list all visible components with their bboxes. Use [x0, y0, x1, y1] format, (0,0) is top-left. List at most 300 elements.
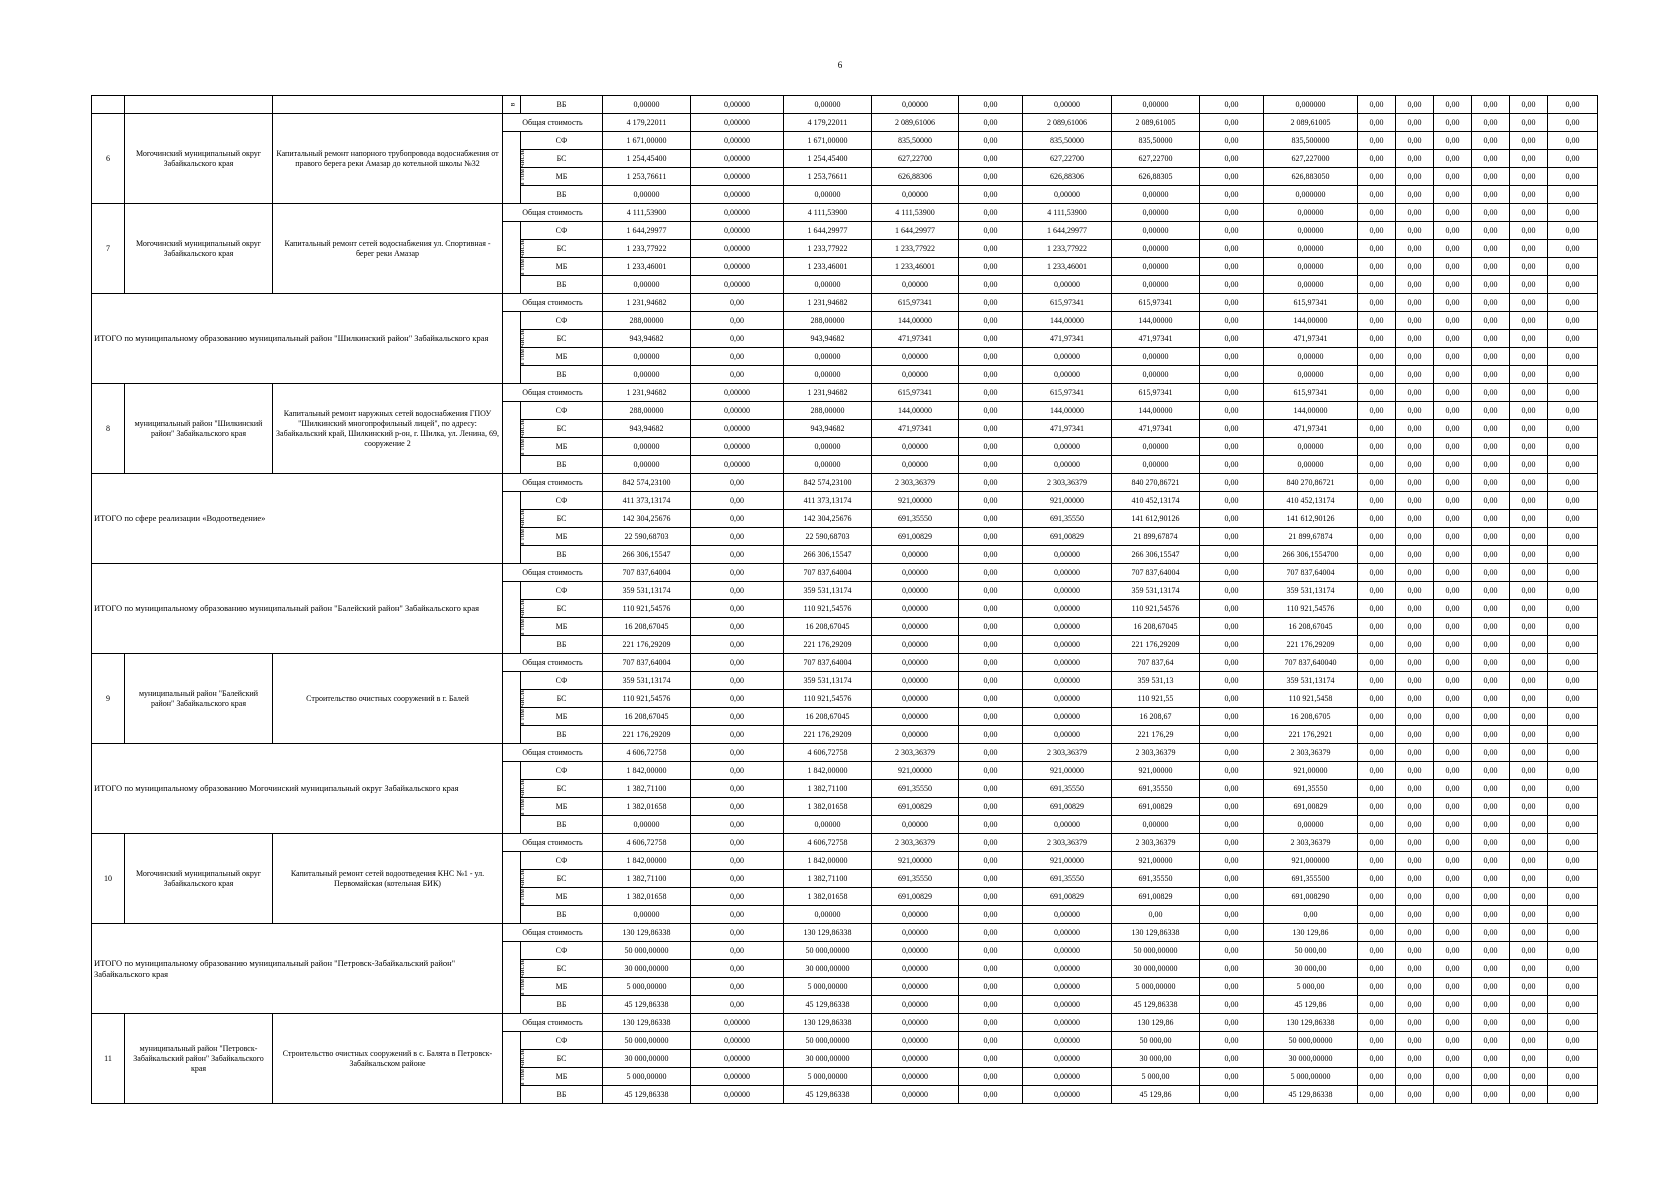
value-cell: 0,00 [1548, 726, 1598, 744]
sub-label-text: в том числе [517, 418, 527, 457]
value-cell: 0,00 [1200, 240, 1264, 258]
value-cell: 0,00000 [691, 402, 784, 420]
value-cell: 0,00 [1200, 816, 1264, 834]
value-cell: 0,00 [1472, 816, 1510, 834]
value-cell: 410 452,13174 [1112, 492, 1200, 510]
value-cell: 691,35550 [872, 870, 959, 888]
value-cell: 1 644,29977 [784, 222, 872, 240]
value-cell: 921,00000 [872, 762, 959, 780]
value-cell: 0,00 [1200, 168, 1264, 186]
value-cell: 1 842,00000 [784, 762, 872, 780]
funding-kind-cell: ВБ [521, 726, 603, 744]
value-cell: 0,00000 [1264, 276, 1358, 294]
total-cost-label: Общая стоимость [503, 654, 603, 672]
value-cell: 0,00 [1358, 960, 1396, 978]
value-cell: 0,00 [959, 636, 1023, 654]
value-cell: 0,00 [1472, 924, 1510, 942]
value-cell: 0,00 [1548, 330, 1598, 348]
value-cell: 0,00 [1472, 330, 1510, 348]
value-cell: 0,00 [1358, 762, 1396, 780]
table-body [92, 96, 1598, 1104]
value-cell: 0,00 [1200, 1068, 1264, 1086]
value-cell: 0,00 [1396, 1068, 1434, 1086]
value-cell: 0,00 [1434, 672, 1472, 690]
value-cell: 0,00 [1434, 942, 1472, 960]
value-cell: 0,00000 [872, 1086, 959, 1104]
value-cell: 110 921,54576 [784, 600, 872, 618]
value-cell: 0,00 [1510, 276, 1548, 294]
value-cell: 0,00 [1396, 114, 1434, 132]
value-cell: 0,00 [1396, 330, 1434, 348]
value-cell: 0,00 [1548, 780, 1598, 798]
value-cell: 0,00 [691, 870, 784, 888]
value-cell: 1 233,77922 [603, 240, 691, 258]
value-cell: 0,00 [1434, 366, 1472, 384]
value-cell: 0,00 [691, 996, 784, 1014]
value-cell: 0,00 [959, 708, 1023, 726]
value-cell: 0,00 [1548, 1068, 1598, 1086]
table-row [92, 294, 1598, 312]
value-cell: 0,00000 [872, 1068, 959, 1086]
value-cell: 0,00 [1396, 906, 1434, 924]
value-cell: 0,00 [1434, 150, 1472, 168]
value-cell: 0,00 [1548, 582, 1598, 600]
value-cell: 0,00 [691, 978, 784, 996]
value-cell: 110 921,55 [1112, 690, 1200, 708]
value-cell: 0,00 [1396, 222, 1434, 240]
value-cell: 0,00 [1548, 384, 1598, 402]
value-cell: 0,00 [1510, 1032, 1548, 1050]
value-cell: 0,00 [1358, 1014, 1396, 1032]
value-cell: 471,97341 [1023, 330, 1112, 348]
value-cell: 0,00 [1434, 780, 1472, 798]
value-cell: 2 303,36379 [872, 744, 959, 762]
value-cell: 0,00000 [1023, 186, 1112, 204]
value-cell: 0,00 [1396, 1050, 1434, 1068]
value-cell: 0,00 [1200, 996, 1264, 1014]
value-cell: 471,97341 [1264, 420, 1358, 438]
value-cell: 471,97341 [872, 330, 959, 348]
value-cell: 0,00 [1510, 330, 1548, 348]
total-cost-label: Общая стоимость [503, 924, 603, 942]
total-cost-label: Общая стоимость [503, 204, 603, 222]
value-cell: 0,00 [691, 654, 784, 672]
value-cell: 0,00 [1112, 906, 1200, 924]
funding-kind-cell: ВБ [521, 996, 603, 1014]
value-cell: 5 000,00000 [784, 978, 872, 996]
value-cell: 0,00 [1200, 834, 1264, 852]
value-cell: 0,00 [1434, 240, 1472, 258]
value-cell: 0,00000 [1023, 708, 1112, 726]
value-cell: 359 531,13174 [784, 672, 872, 690]
funding-kind-cell: МБ [521, 1068, 603, 1086]
total-title-cell: ИТОГО по муниципальному образованию муниципальный район "Шилкинский район" Забайкальского края [92, 294, 503, 384]
value-cell: 0,00 [691, 366, 784, 384]
value-cell: 2 089,61006 [872, 114, 959, 132]
value-cell: 0,00 [1200, 312, 1264, 330]
value-cell: 144,00000 [872, 312, 959, 330]
value-cell: 0,00 [1396, 708, 1434, 726]
value-cell: 0,00 [1200, 276, 1264, 294]
funding-kind-cell: ВБ [521, 1086, 603, 1104]
value-cell: 1 231,94682 [784, 384, 872, 402]
value-cell: 0,00 [1434, 528, 1472, 546]
value-cell: 2 303,36379 [1112, 744, 1200, 762]
value-cell: 0,00 [1510, 816, 1548, 834]
value-cell: 0,00 [1548, 528, 1598, 546]
value-cell: 0,00 [1510, 96, 1548, 114]
table-row [92, 204, 1598, 222]
value-cell: 0,00 [1358, 564, 1396, 582]
value-cell: 30 000,00000 [603, 1050, 691, 1068]
value-cell: 0,00000 [872, 456, 959, 474]
sub-label-text: в том числе [517, 778, 527, 817]
value-cell: 0,00 [1434, 654, 1472, 672]
value-cell: 0,00000 [1112, 240, 1200, 258]
value-cell: 0,00000 [1264, 438, 1358, 456]
value-cell: 0,00 [1434, 906, 1472, 924]
value-cell: 0,00 [1510, 834, 1548, 852]
value-cell: 1 231,94682 [603, 384, 691, 402]
value-cell: 0,00 [691, 726, 784, 744]
value-cell: 5 000,00000 [1264, 1068, 1358, 1086]
value-cell: 16 208,67045 [1112, 618, 1200, 636]
value-cell: 0,00000 [603, 438, 691, 456]
value-cell: 0,00000 [1112, 222, 1200, 240]
value-cell: 0,00 [959, 384, 1023, 402]
value-cell: 0,00 [1548, 654, 1598, 672]
value-cell: 45 129,86338 [784, 996, 872, 1014]
value-cell: 221 176,29209 [1112, 636, 1200, 654]
value-cell: 266 306,15547 [1112, 546, 1200, 564]
value-cell: 691,35550 [1264, 780, 1358, 798]
value-cell: 0,00000 [603, 276, 691, 294]
value-cell: 0,00 [1396, 312, 1434, 330]
value-cell: 921,000000 [1264, 852, 1358, 870]
value-cell: 0,00000 [1264, 456, 1358, 474]
value-cell: 0,00 [1434, 564, 1472, 582]
value-cell: 110 921,54576 [1112, 600, 1200, 618]
value-cell: 0,00 [1434, 960, 1472, 978]
value-cell: 0,00 [1548, 816, 1598, 834]
value-cell: 0,00 [1358, 636, 1396, 654]
sub-label-text: в том числе [517, 508, 527, 547]
value-cell: 0,00000 [784, 816, 872, 834]
value-cell: 0,00 [1472, 186, 1510, 204]
value-cell: 0,00000 [872, 960, 959, 978]
value-cell: 0,00 [1200, 708, 1264, 726]
value-cell: 0,00 [959, 546, 1023, 564]
value-cell: 0,00000 [1023, 726, 1112, 744]
value-cell: 943,94682 [603, 330, 691, 348]
value-cell: 0,00 [1510, 150, 1548, 168]
value-cell: 0,00 [959, 96, 1023, 114]
value-cell: 0,00 [1200, 888, 1264, 906]
value-cell: 0,00 [1472, 654, 1510, 672]
value-cell: 0,00 [1396, 348, 1434, 366]
sub-label-text: в том числе [517, 868, 527, 907]
value-cell: 266 306,1554700 [1264, 546, 1358, 564]
value-cell: 0,00000 [1023, 1050, 1112, 1068]
project-cell [273, 96, 503, 114]
value-cell: 0,00 [1358, 96, 1396, 114]
value-cell: 0,00 [1200, 762, 1264, 780]
value-cell: 0,00 [1434, 330, 1472, 348]
value-cell: 4 606,72758 [603, 744, 691, 762]
value-cell: 0,00 [1396, 744, 1434, 762]
funding-kind-cell: МБ [521, 888, 603, 906]
value-cell: 0,00 [959, 744, 1023, 762]
value-cell: 0,00 [1548, 636, 1598, 654]
value-cell: 0,00 [1510, 132, 1548, 150]
value-cell: 50 000,00000 [1264, 1032, 1358, 1050]
value-cell: 0,00000 [872, 618, 959, 636]
value-cell: 0,00 [1434, 618, 1472, 636]
sub-label-text: в том числе [517, 1048, 527, 1087]
value-cell: 0,00 [1472, 546, 1510, 564]
value-cell: 0,00 [1200, 924, 1264, 942]
value-cell: 0,00000 [1023, 942, 1112, 960]
value-cell: 0,00 [1548, 294, 1598, 312]
value-cell: 0,00 [1396, 690, 1434, 708]
value-cell: 0,00 [1510, 672, 1548, 690]
value-cell: 707 837,64004 [603, 564, 691, 582]
value-cell: 0,00 [1358, 672, 1396, 690]
value-cell: 0,00 [1548, 960, 1598, 978]
value-cell: 0,00 [1200, 852, 1264, 870]
value-cell: 0,00 [691, 312, 784, 330]
value-cell: 0,00 [691, 528, 784, 546]
value-cell: 0,00 [1472, 240, 1510, 258]
value-cell: 0,00 [1510, 348, 1548, 366]
value-cell: 0,00 [1396, 672, 1434, 690]
value-cell: 0,00 [691, 906, 784, 924]
value-cell: 1 231,94682 [603, 294, 691, 312]
value-cell: 359 531,13174 [1264, 582, 1358, 600]
project-title-cell: Капитальный ремонт сетей водоснабжения ул. Спортивная - берег реки Амазар [273, 204, 503, 294]
value-cell: 691,00829 [872, 888, 959, 906]
total-cost-label: Общая стоимость [503, 744, 603, 762]
value-cell: 0,00 [1396, 546, 1434, 564]
value-cell: 0,00 [1548, 150, 1598, 168]
total-cost-label: Общая стоимость [503, 114, 603, 132]
sub-label-text: в том числе [517, 148, 527, 187]
value-cell: 0,00 [959, 672, 1023, 690]
funding-kind-cell: БС [521, 780, 603, 798]
value-cell: 0,00 [1358, 402, 1396, 420]
value-cell: 0,00000 [1112, 456, 1200, 474]
value-cell: 0,00 [1200, 150, 1264, 168]
sub-label-cell [503, 312, 527, 384]
value-cell: 288,00000 [784, 312, 872, 330]
value-cell: 0,00 [1200, 1014, 1264, 1032]
value-cell: 921,00000 [872, 852, 959, 870]
value-cell: 4 606,72758 [603, 834, 691, 852]
value-cell: 50 000,00000 [603, 942, 691, 960]
value-cell: 0,00 [1472, 222, 1510, 240]
value-cell: 0,00 [1358, 294, 1396, 312]
value-cell: 0,00 [1434, 888, 1472, 906]
value-cell: 45 129,86338 [603, 1086, 691, 1104]
value-cell: 0,00 [1396, 456, 1434, 474]
value-cell: 691,008290 [1264, 888, 1358, 906]
value-cell: 0,00 [1548, 744, 1598, 762]
value-cell: 0,00 [1358, 852, 1396, 870]
value-cell: 1 644,29977 [872, 222, 959, 240]
value-cell: 0,00 [1510, 780, 1548, 798]
funding-kind-cell: ВБ [521, 816, 603, 834]
value-cell: 144,00000 [1023, 312, 1112, 330]
value-cell: 0,00 [1396, 924, 1434, 942]
value-cell: 0,00000 [1264, 258, 1358, 276]
value-cell: 691,35550 [872, 510, 959, 528]
value-cell: 0,00 [959, 600, 1023, 618]
value-cell: 0,00 [959, 474, 1023, 492]
sub-label-cell [503, 96, 521, 114]
value-cell: 0,00000 [784, 348, 872, 366]
value-cell: 0,00 [1434, 978, 1472, 996]
value-cell: 0,00 [1358, 798, 1396, 816]
value-cell: 0,00000 [1023, 438, 1112, 456]
value-cell: 0,00 [1548, 762, 1598, 780]
value-cell: 0,000000 [1264, 186, 1358, 204]
funding-kind-cell: ВБ [521, 276, 603, 294]
value-cell: 0,00000 [691, 132, 784, 150]
project-number-cell: 9 [92, 654, 125, 744]
value-cell: 0,00 [1396, 888, 1434, 906]
value-cell: 45 129,86338 [603, 996, 691, 1014]
value-cell: 0,00 [1200, 114, 1264, 132]
value-cell: 0,00000 [872, 708, 959, 726]
value-cell: 0,00 [1200, 780, 1264, 798]
value-cell: 0,00 [1472, 438, 1510, 456]
funding-kind-cell: ВБ [521, 366, 603, 384]
value-cell: 0,00 [1396, 366, 1434, 384]
value-cell: 921,00000 [872, 492, 959, 510]
value-cell: 1 233,46001 [872, 258, 959, 276]
value-cell: 0,00 [691, 780, 784, 798]
value-cell: 0,00 [1434, 132, 1472, 150]
value-cell: 626,88306 [872, 168, 959, 186]
value-cell: 0,00 [1396, 276, 1434, 294]
value-cell: 0,00 [1510, 888, 1548, 906]
value-cell: 0,00 [1396, 438, 1434, 456]
value-cell: 5 000,00 [1112, 1068, 1200, 1086]
value-cell: 22 590,68703 [603, 528, 691, 546]
value-cell: 1 382,71100 [603, 780, 691, 798]
value-cell: 0,00 [1396, 528, 1434, 546]
value-cell: 0,00 [1472, 888, 1510, 906]
value-cell: 45 129,86 [1264, 996, 1358, 1014]
value-cell: 110 921,54576 [1264, 600, 1358, 618]
value-cell: 0,00 [1200, 528, 1264, 546]
value-cell: 144,00000 [872, 402, 959, 420]
value-cell: 0,00 [691, 330, 784, 348]
value-cell: 0,00 [959, 978, 1023, 996]
value-cell: 0,00 [1472, 132, 1510, 150]
value-cell: 0,00 [959, 816, 1023, 834]
value-cell: 110 921,54576 [603, 690, 691, 708]
value-cell: 626,883050 [1264, 168, 1358, 186]
value-cell: 0,00 [1396, 654, 1434, 672]
value-cell: 0,00000 [1023, 906, 1112, 924]
value-cell: 0,00 [691, 690, 784, 708]
value-cell: 0,00 [1358, 492, 1396, 510]
budget-table [91, 95, 1598, 1104]
value-cell: 0,00 [1472, 1086, 1510, 1104]
value-cell: 0,00 [959, 762, 1023, 780]
value-cell: 471,97341 [1023, 420, 1112, 438]
value-cell: 0,00 [959, 888, 1023, 906]
value-cell: 359 531,13174 [1264, 672, 1358, 690]
value-cell: 221 176,29 [1112, 726, 1200, 744]
value-cell: 0,00 [1200, 348, 1264, 366]
value-cell: 0,00 [1434, 420, 1472, 438]
value-cell: 0,00 [1548, 132, 1598, 150]
value-cell: 0,00 [1200, 636, 1264, 654]
value-cell: 0,00 [1434, 636, 1472, 654]
value-cell: 0,00000 [691, 1050, 784, 1068]
value-cell: 0,00 [1472, 690, 1510, 708]
value-cell: 2 303,36379 [1264, 744, 1358, 762]
value-cell: 0,00000 [1264, 204, 1358, 222]
value-cell: 4 111,53900 [1023, 204, 1112, 222]
value-cell: 0,00 [1200, 960, 1264, 978]
value-cell: 0,00 [1434, 1068, 1472, 1086]
value-cell: 835,500000 [1264, 132, 1358, 150]
sub-label-cell [503, 762, 527, 834]
value-cell: 1 671,00000 [603, 132, 691, 150]
value-cell: 0,00 [1510, 924, 1548, 942]
value-cell: 0,00 [1510, 510, 1548, 528]
value-cell: 0,00 [1434, 582, 1472, 600]
value-cell: 0,00 [1396, 258, 1434, 276]
value-cell: 0,00 [1548, 420, 1598, 438]
value-cell: 0,00 [1358, 168, 1396, 186]
value-cell: 0,00000 [872, 1014, 959, 1032]
value-cell: 2 089,61005 [1264, 114, 1358, 132]
value-cell: 0,00 [1510, 294, 1548, 312]
value-cell: 0,00 [1396, 1014, 1434, 1032]
value-cell: 0,00 [1396, 132, 1434, 150]
value-cell: 0,00 [1472, 366, 1510, 384]
value-cell: 0,00 [1396, 834, 1434, 852]
value-cell: 130 129,86338 [603, 924, 691, 942]
value-cell: 0,00 [959, 1032, 1023, 1050]
value-cell: 0,00000 [1023, 636, 1112, 654]
total-cost-label: Общая стоимость [503, 834, 603, 852]
value-cell: 471,97341 [1112, 330, 1200, 348]
value-cell: 0,00 [1510, 852, 1548, 870]
project-title-cell: Строительство очистных сооружений в г. Балей [273, 654, 503, 744]
value-cell: 2 303,36379 [1112, 834, 1200, 852]
value-cell: 142 304,25676 [784, 510, 872, 528]
value-cell: 130 129,86338 [603, 1014, 691, 1032]
value-cell: 266 306,15547 [603, 546, 691, 564]
value-cell: 221 176,29209 [1264, 636, 1358, 654]
value-cell: 0,00000 [1112, 258, 1200, 276]
value-cell: 0,00 [1434, 186, 1472, 204]
entity-cell: муниципальный район "Петровск-Забайкальский район" Забайкальского края [125, 1014, 273, 1104]
value-cell: 0,00 [1396, 204, 1434, 222]
value-cell: 0,00000 [691, 258, 784, 276]
value-cell: 144,00000 [1023, 402, 1112, 420]
value-cell: 0,00000 [691, 276, 784, 294]
value-cell: 0,00 [1396, 150, 1434, 168]
value-cell: 0,00000 [872, 816, 959, 834]
value-cell: 1 231,94682 [784, 294, 872, 312]
sub-label-cell [503, 1032, 527, 1104]
